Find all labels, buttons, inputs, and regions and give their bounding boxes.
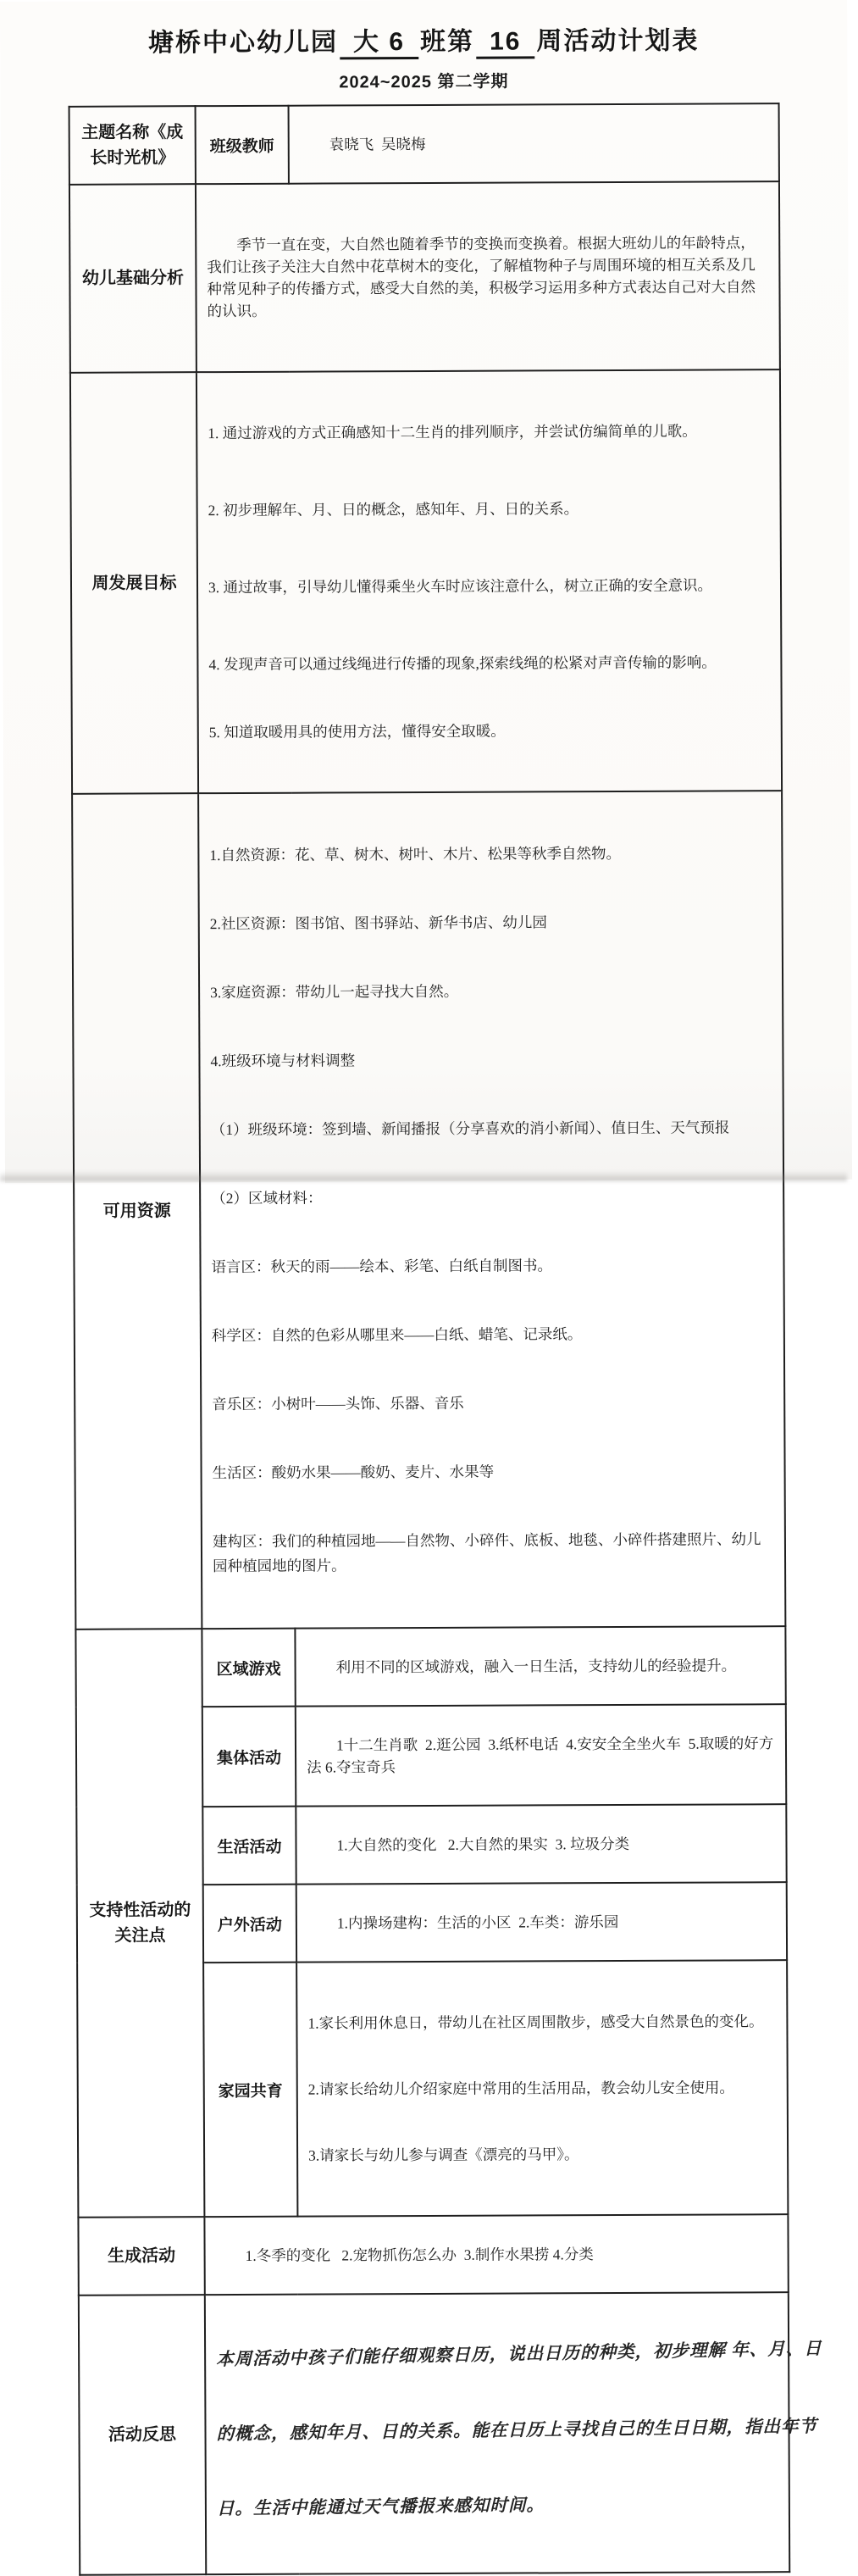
- resource-line: （1）班级环境：签到墙、新闻播报（分享喜欢的消小新闻）、值日生、天气预报: [210, 1119, 730, 1139]
- semester-subtitle: 2024~2025 第二学期: [339, 72, 509, 92]
- goal-item: 3. 通过故事，引导幼儿懂得乘坐火车时应该注意什么，树立正确的安全意识。: [208, 576, 713, 597]
- cell-theme-label: [69, 106, 196, 185]
- life-activities-text: 1.大自然的变化 2.大自然的果实 3. 垃圾分类: [336, 1835, 630, 1854]
- title-mid: 班第: [419, 27, 475, 57]
- resource-line: 1.自然资源：花、草、树木、树叶、木片、松果等秋季自然物。: [209, 844, 622, 864]
- title-suffix: 周活动计划表: [536, 26, 700, 56]
- handwritten-reflection-line: 的概念，感知年月、日的关系。能在日历上寻找自己的生日日期，指出年节: [216, 2417, 818, 2445]
- resources-label-text: 可用资源: [102, 1202, 171, 1221]
- goals-label-text: 周发展目标: [91, 573, 177, 593]
- cell-outdoor-activities-text: [296, 1882, 787, 1963]
- cell-sublabel-outdoor-activities: [203, 1885, 296, 1963]
- analysis-paragraph: 季节一直在变，大自然也随着季节的变换而变换着。根据大班幼儿的年龄特点，我们让孩子关注大自然中花草树木的变化，了解植物种子与周围环境的相互关系及几种常见种子的传播方式，感受大自然的美，积极学习运用多种方式表达自己对大自然的认识。: [207, 234, 756, 320]
- resource-line: 4.班级环境与材料调整: [210, 1052, 356, 1070]
- group-activities-text: 1十二生肖歌 2.逛公园 3.纸杯电话 4.安安全全坐火车 5.取暖的好方法 6.夺宝奇兵: [307, 1735, 774, 1776]
- support-label-text: 支持性活动的关注点: [89, 1901, 191, 1946]
- cell-reflection-text: [205, 2292, 822, 2574]
- home-coeducation-label: 家园共育: [218, 2082, 283, 2101]
- title-week-blank: 16: [476, 27, 535, 58]
- cell-life-activities-text: [296, 1804, 786, 1885]
- cell-generated-label: [78, 2217, 204, 2296]
- area-games-text: 利用不同的区域游戏，融入一日生活，支持幼儿的经验提升。: [335, 1657, 737, 1676]
- cell-goals-label: [70, 372, 198, 794]
- analysis-label-text: 幼儿基础分析: [81, 269, 184, 288]
- cell-group-activities-text: [296, 1704, 787, 1807]
- resource-line: （2）区域材料：: [211, 1189, 323, 1208]
- cell-sublabel-area-games: [202, 1629, 295, 1707]
- cell-area-games-text: [295, 1626, 785, 1707]
- home-coeducation-line: 2.请家长给幼儿介绍家庭中常用的生活用品，教会幼儿安全使用。: [307, 2079, 734, 2098]
- resource-line: 建构区：我们的种植园地——自然物、小碎件、底板、地毯、小碎件搭建照片、幼儿园种植园地的图片。: [212, 1530, 761, 1575]
- cell-sublabel-home-coeducation: [203, 1963, 297, 2217]
- handwritten-reflection-line: 本周活动中孩子们能仔细观察日历，说出日历的种类，初步理解 年、月、日: [215, 2339, 822, 2370]
- cell-resources-list: [198, 791, 785, 1629]
- table-row: [69, 181, 780, 373]
- goal-item: 1. 通过游戏的方式正确感知十二生肖的排列顺序，并尝试仿编简单的儿歌。: [208, 422, 697, 442]
- cell-reflection-label: [79, 2295, 206, 2575]
- teacher-label-text: 班级教师: [209, 137, 274, 156]
- title-school: 塘桥中心幼儿园: [147, 28, 339, 58]
- resource-line: 语言区：秋天的雨——绘本、彩笔、白纸自制图书。: [211, 1257, 553, 1276]
- cell-teacher-label: [196, 106, 289, 184]
- resource-line: 科学区：自然的色彩从哪里来——白纸、蜡笔、记录纸。: [211, 1325, 583, 1345]
- home-coeducation-line: 3.请家长与幼儿参与调查《漂亮的马甲》。: [308, 2146, 579, 2164]
- home-coeducation-line: 1.家长利用休息日，带幼儿在社区周围散步，感受大自然景色的变化。: [307, 2012, 764, 2032]
- table-row: [70, 369, 782, 794]
- cell-home-coeducation-text: [296, 1960, 788, 2217]
- cell-analysis-text: [196, 181, 780, 372]
- area-games-label: 区域游戏: [216, 1660, 281, 1679]
- activity-plan-table: [69, 103, 822, 2576]
- cell-resources-label: [72, 793, 202, 1629]
- resource-line: 2.社区资源：图书馆、图书驿站、新华书店、幼儿园: [209, 913, 547, 933]
- cell-sublabel-life-activities: [202, 1807, 296, 1885]
- goal-item: 4. 发现声音可以通过线绳进行传播的现象,探索线绳的松紧对声音传输的影响。: [208, 653, 717, 674]
- cell-analysis-label: [69, 184, 197, 373]
- cell-sublabel-group-activities: [202, 1707, 296, 1807]
- outdoor-activities-text: 1.内操场建构：生活的小区 2.车类：游乐园: [336, 1913, 619, 1932]
- goal-item: 5. 知道取暖用具的使用方法，懂得安全取暖。: [208, 722, 506, 741]
- cell-teacher-names: [289, 103, 779, 184]
- scan-edge-artifact: [0, 1171, 847, 1181]
- table-row: [78, 2214, 788, 2296]
- generated-label-text: 生成活动: [108, 2246, 176, 2266]
- resource-line: 生活区：酸奶水果——酸奶、麦片、水果等: [212, 1463, 495, 1482]
- document-title: [0, 19, 847, 61]
- resource-line: 音乐区：小树叶——头饰、乐器、音乐: [212, 1394, 464, 1413]
- cell-support-label: [75, 1629, 204, 2218]
- table-row: [69, 103, 779, 185]
- handwritten-reflection-line: 日。生活中能通过天气播报来感知时间。: [216, 2496, 545, 2519]
- table-row: [79, 2292, 789, 2575]
- title-class-blank: 大 6: [340, 28, 418, 59]
- cell-generated-text: [204, 2214, 788, 2295]
- cell-goals-list: [197, 369, 782, 793]
- goal-item: 2. 初步理解年、月、日的概念，感知年、月、日的关系。: [208, 500, 579, 519]
- generated-activities-text: 1.冬季的变化 2.宠物抓伤怎么办 3.制作水果捞 4.分类: [245, 2246, 594, 2264]
- reflection-label-text: 活动反思: [108, 2425, 177, 2445]
- table-row: [75, 1626, 785, 1707]
- life-activities-label: 生活活动: [217, 1838, 282, 1857]
- group-activities-label: 集体活动: [216, 1749, 282, 1768]
- teacher-names-text: 袁晓飞 吴晓梅: [329, 135, 426, 153]
- resource-line: 3.家庭资源：带幼儿一起寻找大自然。: [210, 982, 459, 1002]
- outdoor-activities-label: 户外活动: [217, 1916, 282, 1935]
- table-row: [72, 791, 785, 1629]
- theme-label-text: 主题名称《成长时光机》: [81, 123, 184, 168]
